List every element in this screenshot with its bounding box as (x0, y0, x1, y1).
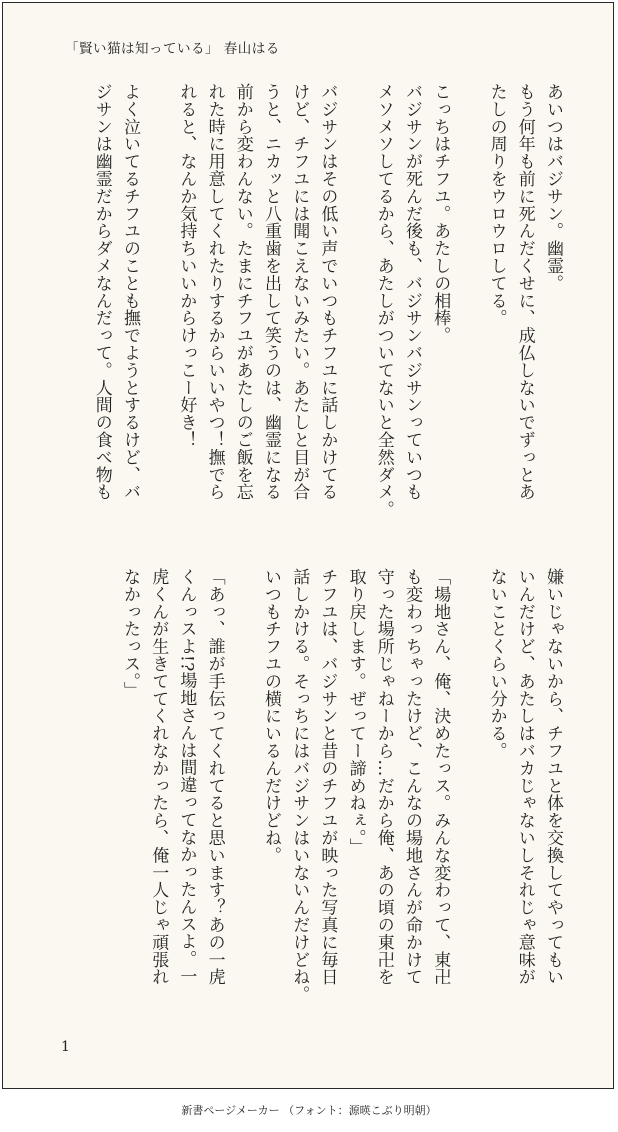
text-column: れると、なんか気持ちいいからけっこー好き！ (176, 83, 197, 449)
text-column: バジサンはその低い声でいつもチフユに話しかけてる (317, 83, 338, 501)
text-column: いつもチフユの横にいるんだけどね。 (260, 568, 281, 864)
blank-column (454, 83, 482, 100)
footer-credit: 新書ページメーカー （フォント：源暎こぶり明朝） (181, 1104, 437, 1117)
page-header: 「賢い猫は知っている」 春山はる (65, 41, 280, 57)
blank-column (229, 568, 257, 585)
text-column: よく泣いてるチフユのことも撫でようとするけど、バ (120, 83, 140, 501)
text-column: 守った場所じゃねーから…だから俺、あの頃の東卍を (373, 568, 394, 986)
novel-page (2, 2, 614, 1089)
text-column: れた時に用意してくれたりするからいいやつ！撫でら (204, 83, 225, 501)
blank-column (454, 568, 482, 585)
text-column: 前から変わんない。たまにチフユがあたしのご飯を忘 (232, 83, 253, 501)
text-column: ないことくらい分かる。 (486, 568, 507, 760)
text-column: くんっスよ!?場地さんは間違ってなかったんスよ。一 (176, 568, 197, 985)
text-column: バジサンが死んだ後も、バジサンバジサンっていつも (402, 83, 422, 501)
text-column: うと、ニカッと八重歯を出して笑うのは、幽霊になる (261, 83, 281, 501)
text-column: あいつはバジサン。幽霊。 (543, 83, 563, 292)
text-column: なかったっス。」 (119, 568, 140, 699)
text-column: チフユは、バジサンと昔のチフユが映った写真に毎日 (317, 568, 338, 986)
text-column: 嫌いじゃないから、チフユと体を交換してやってもい (543, 568, 563, 986)
blank-column (144, 83, 172, 100)
blank-column (341, 83, 369, 100)
text-column: もう何年も前に死んだくせに、成仏しないでずっとあ (514, 83, 535, 501)
text-column: こっちはチフユ。あたしの相棒。 (430, 83, 451, 344)
text-block-bottom (61, 568, 567, 1008)
page-number: 1 (61, 1039, 70, 1055)
text-column: 「あっ、誰が手伝ってくれてると思います？あの一虎 (204, 568, 225, 986)
text-column: 虎くんが生きててくれなかったら、俺一人じゃ頑張れ (148, 568, 169, 986)
text-block-top (61, 83, 567, 523)
text-column: たしの周りをウロウロしてる。 (486, 83, 507, 327)
text-column: けど、チフユには聞こえないみたい。あたしと目が合 (289, 83, 310, 501)
text-column: も変わっちゃったけど、こんなの場地さんが命かけて (402, 568, 422, 986)
text-column: 話しかける。そっちにはバジサンはいないんだけどね。 (289, 568, 310, 1003)
text-column: メソメソしてるから、あたしがついてないと全然ダメ。 (373, 83, 394, 518)
text-column: 取り戻します。ぜってー諦めねぇ。」 (345, 568, 366, 856)
text-column: 「場地さん、俺、決めたっス。みんな変わって、東卍 (430, 568, 451, 986)
text-column: いんだけど、あたしはバカじゃないしそれじゃ意味が (514, 568, 535, 986)
text-column: ジサンは幽霊だからダメなんだって。人間の食べ物も (91, 83, 112, 501)
